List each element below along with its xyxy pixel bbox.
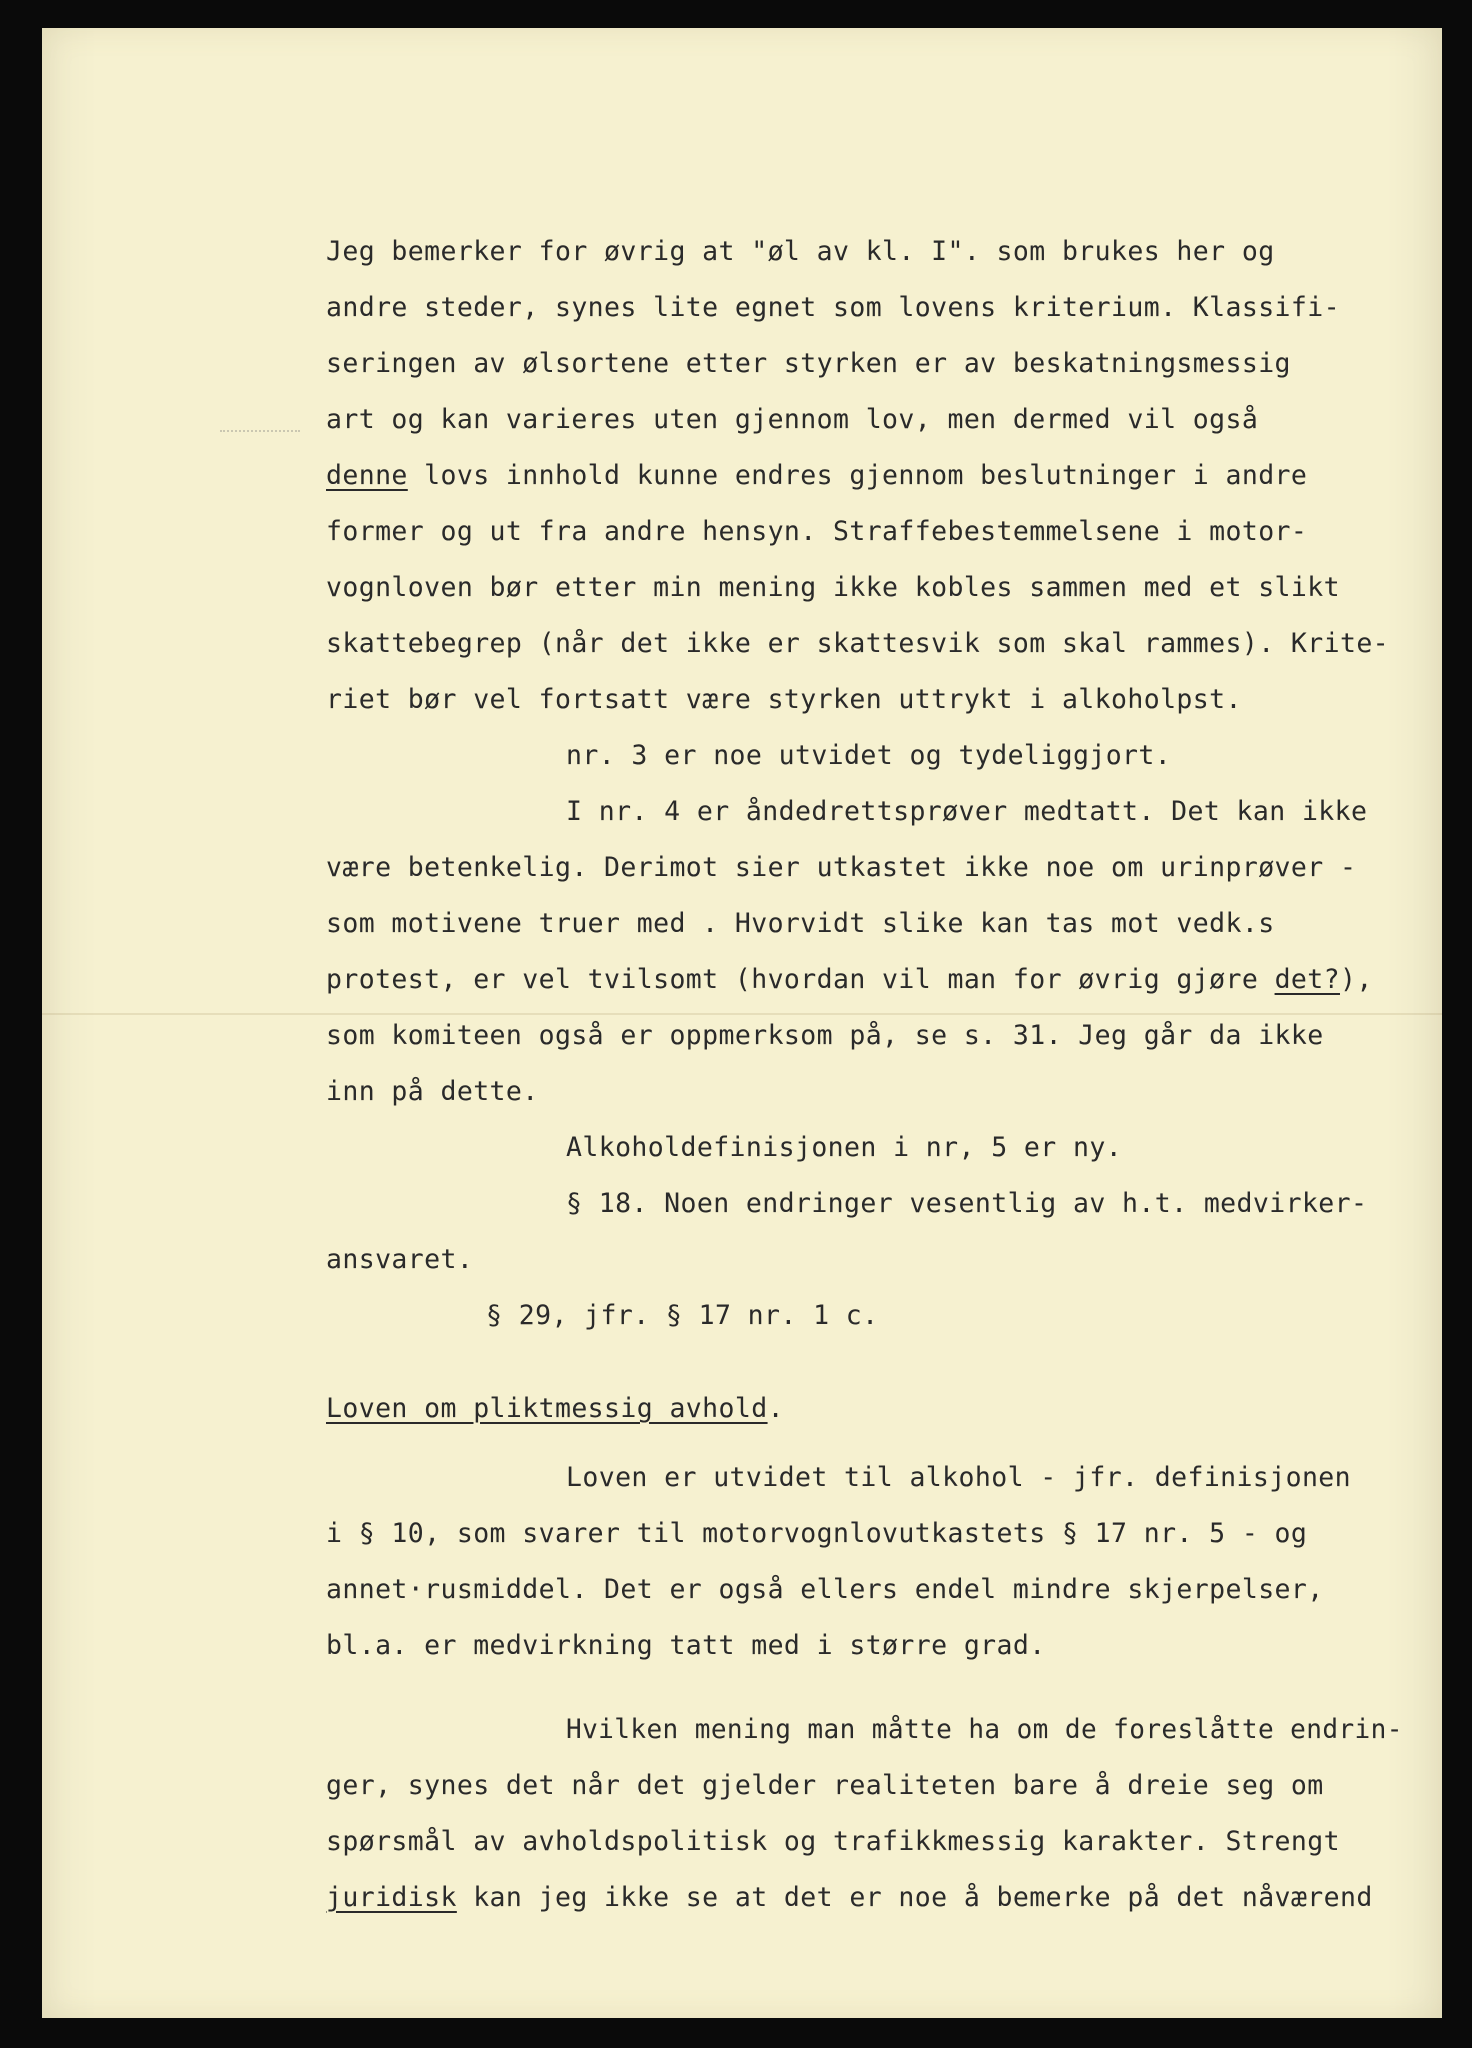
text-line-18: § 18. Noen endringer vesentlig av h.t. medvirker- <box>566 1188 1368 1219</box>
section-heading-period: . <box>767 1393 784 1424</box>
text-line-25: Hvilken mening man måtte ha om de foreslåtte endrin- <box>566 1714 1403 1745</box>
text-line-26: ger, synes det når det gjelder realiteten bare å dreie seg om <box>326 1770 1324 1801</box>
text-line-7: vognloven bør etter min mening ikke kobles sammen med et slikt <box>326 572 1340 603</box>
text-line-28 <box>326 1882 1373 1914</box>
text-line-4: art og kan varieres uten gjennom lov, men dermed vil også <box>326 404 1259 435</box>
text-line-23: annet·rusmiddel. Det er også ellers endel mindre skjerpelser, <box>326 1574 1324 1605</box>
underlined-word-denne: denne <box>326 460 408 491</box>
underlined-word-juridisk: juridisk <box>326 1882 457 1913</box>
text-line-14-start: protest, er vel tvilsomt (hvordan vil man for øvrig gjøre <box>326 964 1275 995</box>
text-line-19: ansvaret. <box>326 1244 474 1275</box>
section-heading-title: Loven om pliktmessig avhold <box>326 1393 768 1424</box>
text-line-10: nr. 3 er noe utvidet og tydeliggjort. <box>566 740 1172 771</box>
text-line-5 <box>326 460 1307 492</box>
section-heading <box>326 1393 784 1425</box>
document-page <box>42 28 1442 2018</box>
text-line-16: inn på dette. <box>326 1076 539 1107</box>
text-line-21: Loven er utvidet til alkohol - jfr. definisjonen <box>566 1462 1352 1493</box>
text-line-22: i § 10, som svarer til motorvognlovutkastets § 17 nr. 5 - og <box>326 1518 1308 1549</box>
text-line-27: spørsmål av avholdspolitisk og trafikkmessig karakter. Strengt <box>326 1826 1340 1857</box>
text-line-6: former og ut fra andre hensyn. Straffebestemmelsene i motor- <box>326 516 1308 547</box>
text-line-2: andre steder, synes lite egnet som lovens kriterium. Klassifi- <box>326 292 1340 323</box>
text-line-3: seringen av ølsortene etter styrken er av beskatningsmessig <box>326 348 1291 379</box>
text-line-28-rest: kan jeg ikke se at det er noe å bemerke på det nåværend <box>456 1882 1373 1913</box>
text-line-9: riet bør vel fortsatt være styrken uttrykt i alkoholpst. <box>326 684 1242 715</box>
text-line-20: § 29, jfr. § 17 nr. 1 c. <box>486 1300 879 1331</box>
underlined-word-det: det? <box>1274 964 1340 995</box>
text-line-8: skattebegrep (når det ikke er skattesvik som skal rammes). Krite- <box>326 628 1390 659</box>
text-line-12: være betenkelig. Derimot sier utkastet ikke noe om urinprøver - <box>326 852 1357 883</box>
text-line-17: Alkoholdefinisjonen i nr, 5 er ny. <box>566 1132 1123 1163</box>
text-line-1: Jeg bemerker for øvrig at "øl av kl. I". som brukes her og <box>326 236 1275 267</box>
text-line-15: som komiteen også er oppmerksom på, se s. 31. Jeg går da ikke <box>326 1020 1324 1051</box>
text-line-14-end: ), <box>1339 964 1373 995</box>
text-line-24: bl.a. er medvirkning tatt med i større grad. <box>326 1630 1046 1661</box>
text-line-11: I nr. 4 er åndedrettsprøver medtatt. Det kan ikke <box>566 796 1368 827</box>
faint-margin-marks <box>220 430 300 438</box>
paper-fold <box>42 1013 1442 1015</box>
text-line-13: som motivene truer med . Hvorvidt slike kan tas mot vedk.s <box>326 908 1275 939</box>
text-line-14 <box>326 964 1373 996</box>
text-line-5-rest: lovs innhold kunne endres gjennom beslutninger i andre <box>407 460 1308 491</box>
